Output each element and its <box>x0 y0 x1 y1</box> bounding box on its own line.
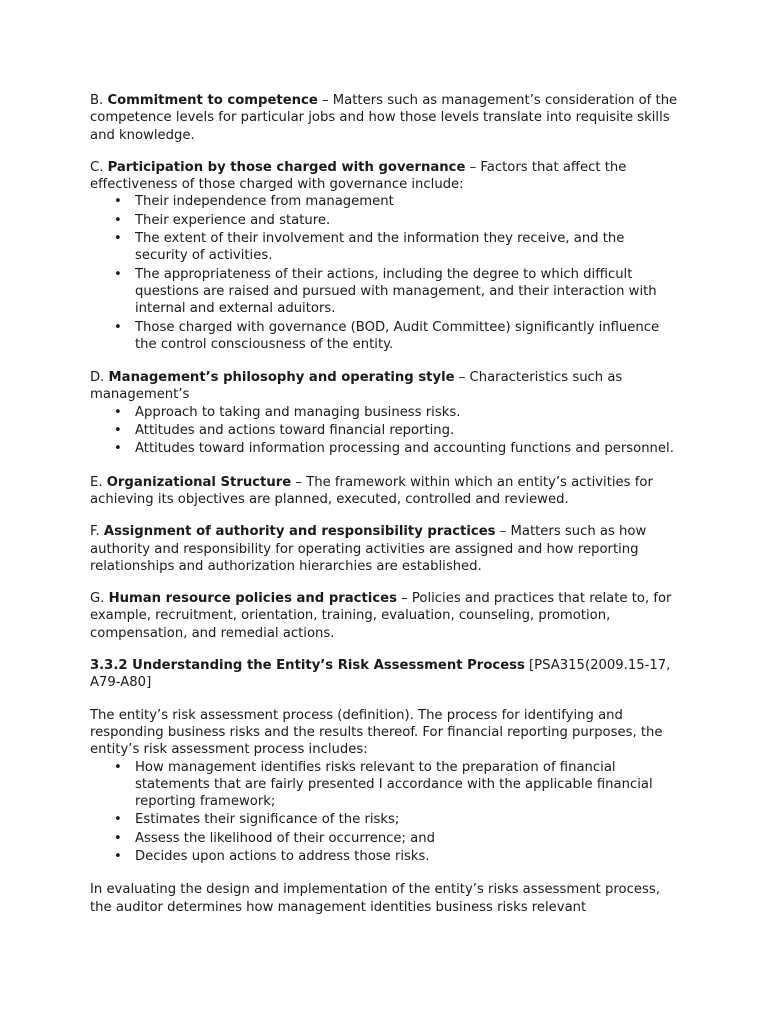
list-item: • Approach to taking and managing business risks. <box>90 404 680 421</box>
section-d-dash: – <box>454 370 470 386</box>
list-item: • Their independence from management <box>90 193 680 210</box>
spacer <box>90 459 680 474</box>
risk-assessment-bullet-list <box>90 759 680 866</box>
section-e-letter: E. <box>90 474 107 490</box>
list-item: • Those charged with governance (BOD, Audit Committee) significantly influence the control consciousness of the entity. <box>90 319 680 354</box>
section-f-dash: – <box>495 524 511 540</box>
section-f-letter: F. <box>90 524 104 540</box>
section-f-title: Assignment of authority and responsibility practices <box>103 524 496 540</box>
section-g-dash: – <box>396 591 412 607</box>
section-b-dash: – <box>317 93 333 108</box>
section-e-title: Organizational Structure <box>106 474 292 490</box>
risk-assessment-heading <box>90 657 680 692</box>
risk-assessment-reference: [PSA315(2009.15-17, A79-A80] <box>90 658 671 691</box>
section-f <box>90 523 680 575</box>
section-d-intro <box>90 369 680 404</box>
section-d-text: Characteristics such as management’s <box>90 370 623 403</box>
section-d-letter: D. <box>90 370 109 386</box>
list-item: • Attitudes toward information processing and accounting functions and personnel. <box>90 440 680 457</box>
section-b-text: Matters such as management’s consideration of the competence levels for particular jobs and how those levels translate into requisite skills and knowledge. <box>90 93 678 143</box>
risk-assessment-definition-block <box>90 707 680 866</box>
section-f-text: Matters such as how authority and responsibility for operating activities are assigned and how reporting relationships and authorization hierarchies are established. <box>90 524 647 574</box>
risk-assessment-title: 3.3.2 Understanding the Entity’s Risk Assessment Process <box>90 658 525 674</box>
list-item: • Decides upon actions to address those risks. <box>90 848 680 865</box>
list-item: • The extent of their involvement and the information they receive, and the security of activities. <box>90 230 680 265</box>
section-c-dash: – <box>465 159 481 175</box>
section-g-title: Human resource policies and practices <box>108 591 397 607</box>
spacer <box>90 354 680 369</box>
section-e <box>90 474 680 509</box>
section-g-letter: G. <box>90 591 109 607</box>
list-item: • Attitudes and actions toward financial reporting. <box>90 422 680 439</box>
section-c <box>90 159 680 353</box>
section-e-text: The framework within which an entity’s activities for achieving its objectives are planned, executed, controlled and reviewed. <box>90 474 653 507</box>
section-g-text: Policies and practices that relate to, for example, recruitment, orientation, training, evaluation, counseling, promotion, compensation, and remedial actions. <box>90 591 672 641</box>
list-item: • The appropriateness of their actions, including the degree to which difficult questions are raised and pursued with management, and their interaction with internal and external aduitors. <box>90 266 680 318</box>
section-c-letter: C. <box>90 159 108 175</box>
section-b-title: Commitment to competence <box>107 93 318 108</box>
section-c-intro <box>90 159 680 194</box>
section-b <box>90 92 680 144</box>
section-d-bullet-list <box>90 404 680 458</box>
list-item: • Estimates their significance of the risks; <box>90 811 680 828</box>
section-c-title: Participation by those charged with governance <box>107 159 466 175</box>
list-item: • Assess the likelihood of their occurrence; and <box>90 830 680 847</box>
list-item: • Their experience and stature. <box>90 212 680 229</box>
risk-assessment-closing: In evaluating the design and implementation of the entity’s risks assessment process, the auditor determines how management identities business risks relevant <box>90 882 660 915</box>
list-item: • How management identifies risks relevant to the preparation of financial statements that are fairly presented I accordance with the applicable financial reporting framework; <box>90 759 680 811</box>
risk-assessment-definition: The entity’s risk assessment process (definition). The process for identifying and responding business risks and the results thereof. For financial reporting purposes, the entity’s risk assessment process includes: <box>90 707 663 758</box>
spacer <box>90 866 680 881</box>
section-d-title: Management’s philosophy and operating style <box>108 370 455 386</box>
section-e-dash: – <box>291 474 307 490</box>
section-c-text: Factors that affect the effectiveness of those charged with governance include: <box>90 159 627 193</box>
section-d <box>90 369 680 457</box>
section-g <box>90 590 680 642</box>
section-c-bullet-list <box>90 193 680 353</box>
section-b-letter: B. <box>90 93 108 108</box>
